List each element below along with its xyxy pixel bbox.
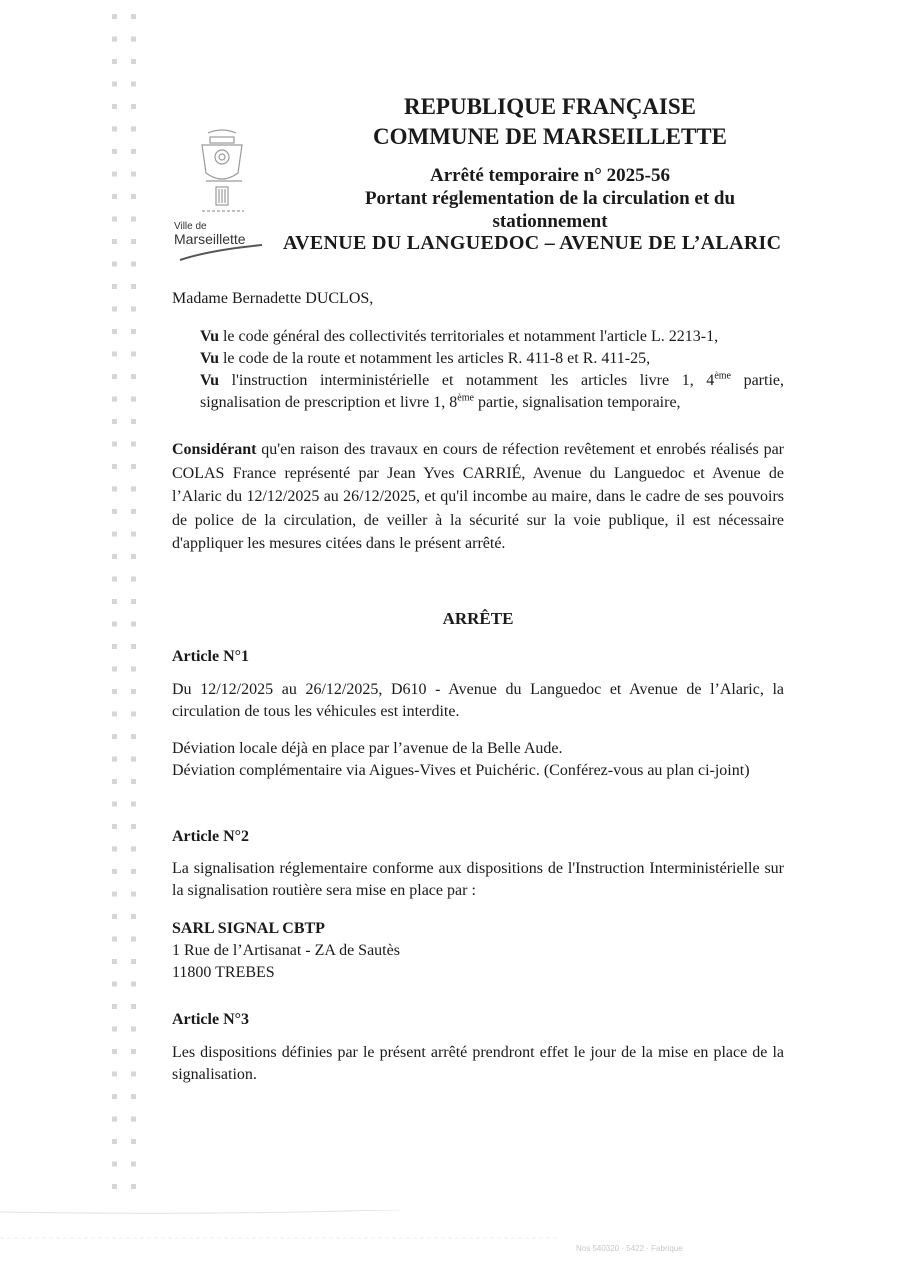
margin-dot (112, 532, 117, 537)
article-2-address1: 1 Rue de l’Artisanat - ZA de Sautès (172, 942, 400, 959)
logo-small-text: Ville de (174, 221, 207, 232)
margin-dot (131, 464, 136, 469)
logo-big-text: Marseillette (174, 231, 246, 247)
margin-dot (131, 1027, 136, 1032)
margin-dot (112, 374, 117, 379)
margin-dot (131, 307, 136, 312)
margin-dot (131, 802, 136, 807)
margin-dot (112, 1072, 117, 1077)
visa-3-bold: Vu (200, 372, 219, 389)
margin-dot (131, 779, 136, 784)
arrete-number: Arrêté temporaire n° 2025-56 (430, 165, 670, 186)
arrete-object-2: stationnement (492, 211, 608, 232)
margin-dot (131, 644, 136, 649)
margin-dot (131, 487, 136, 492)
margin-dot (131, 869, 136, 874)
margin-dot (131, 374, 136, 379)
margin-dot (131, 757, 136, 762)
visas-block (200, 326, 784, 414)
margin-dot (112, 757, 117, 762)
margin-dot (112, 149, 117, 154)
margin-dot (112, 959, 117, 964)
margin-dot (112, 824, 117, 829)
visa-3-text-d: partie, signalisation temporaire, (473, 394, 681, 411)
margin-dot (112, 59, 117, 64)
footer-print-mark: Nos 540320 · 5422 · Fabrique (576, 1244, 683, 1253)
article-1-p2: Déviation locale déjà en place par l’avenue de la Belle Aude. (172, 740, 563, 757)
margin-dot (112, 82, 117, 87)
margin-dot (112, 127, 117, 132)
margin-dot (112, 644, 117, 649)
margin-dot (131, 172, 136, 177)
visa-2 (200, 348, 784, 370)
margin-dot (112, 689, 117, 694)
margin-dot (131, 1139, 136, 1144)
margin-dot (112, 892, 117, 897)
margin-dot (112, 599, 117, 604)
margin-dot (131, 442, 136, 447)
margin-dot (112, 1117, 117, 1122)
margin-dot (131, 599, 136, 604)
document-title (280, 92, 820, 152)
margin-dot (112, 937, 117, 942)
margin-dot (112, 14, 117, 19)
margin-dot (131, 532, 136, 537)
margin-dot (112, 802, 117, 807)
margin-dot (112, 307, 117, 312)
article-1-title: Article N°1 (172, 648, 250, 665)
margin-dot (112, 1049, 117, 1054)
margin-dot (131, 217, 136, 222)
margin-dots (0, 0, 160, 1272)
arrete-heading: ARRÊTE (442, 609, 514, 628)
margin-dot (112, 419, 117, 424)
margin-dot (112, 172, 117, 177)
visa-1 (200, 326, 784, 348)
margin-dot (131, 239, 136, 244)
arrete-object-1: Portant réglementation de la circulation et du (364, 188, 736, 209)
margin-dot (131, 824, 136, 829)
arrete-avenue: AVENUE DU LANGUEDOC – AVENUE DE L’ALARIC (283, 232, 782, 254)
margin-dot (112, 104, 117, 109)
margin-dot (112, 239, 117, 244)
margin-dot (131, 149, 136, 154)
visa-1-bold: Vu (200, 328, 219, 345)
margin-dot (131, 1094, 136, 1099)
margin-dot (112, 554, 117, 559)
visa-3-text-b: partie, (730, 372, 784, 389)
visa-2-bold: Vu (200, 350, 219, 367)
margin-dot (131, 667, 136, 672)
considerant-paragraph (172, 438, 784, 556)
margin-dot (112, 262, 117, 267)
margin-dot (131, 59, 136, 64)
margin-dot (112, 1139, 117, 1144)
visa-3-sup-a: ème (714, 370, 731, 382)
margin-dot (131, 104, 136, 109)
margin-dot (131, 937, 136, 942)
margin-dot (112, 712, 117, 717)
margin-dot (112, 1094, 117, 1099)
margin-dot (112, 509, 117, 514)
margin-dot (112, 442, 117, 447)
margin-dot (131, 1049, 136, 1054)
margin-dot (131, 847, 136, 852)
margin-dot (112, 667, 117, 672)
margin-dot (112, 464, 117, 469)
margin-dot (131, 554, 136, 559)
visa-2-text: le code de la route et notamment les articles R. 411-8 et R. 411-25, (218, 350, 651, 367)
margin-dot (131, 622, 136, 627)
margin-dot (131, 262, 136, 267)
margin-dot (112, 869, 117, 874)
article-2-company: SARL SIGNAL CBTP (172, 920, 325, 937)
margin-dot (131, 914, 136, 919)
margin-dot (112, 397, 117, 402)
considerant-bold: Considérant (172, 441, 257, 458)
margin-dot (112, 734, 117, 739)
margin-dot (112, 284, 117, 289)
margin-dot (131, 127, 136, 132)
article-1-p1: Du 12/12/2025 au 26/12/2025, D610 - Avenue du Languedoc et Avenue de l’Alaric, la circulation de tous les véhicules est interdite. (172, 681, 784, 720)
margin-dot (131, 37, 136, 42)
article-2-p1: La signalisation réglementaire conforme aux dispositions de l'Instruction Interministérielle sur la signalisation routière sera mise en place par : (172, 860, 784, 899)
margin-dot (131, 734, 136, 739)
commune-logo (170, 125, 270, 275)
margin-dot (131, 982, 136, 987)
margin-dot (112, 779, 117, 784)
margin-dot (131, 397, 136, 402)
margin-dot (112, 622, 117, 627)
margin-dot (131, 194, 136, 199)
margin-dot (112, 217, 117, 222)
visa-3-text-a: l'instruction interministérielle et notamment les articles livre 1, 4 (218, 372, 715, 389)
article-2-title: Article N°2 (172, 828, 250, 845)
footer-rule (0, 1210, 900, 1250)
margin-dot (131, 82, 136, 87)
logo-wordmark (174, 222, 246, 246)
margin-dot (112, 914, 117, 919)
addressee: Madame Bernadette DUCLOS, (172, 290, 374, 307)
title-commune: COMMUNE DE MARSEILLETTE (373, 124, 727, 149)
margin-dot (131, 1184, 136, 1189)
margin-dot (112, 1162, 117, 1167)
article-2-address2: 11800 TREBES (172, 964, 275, 981)
margin-dot (131, 1162, 136, 1167)
margin-dot (112, 352, 117, 357)
article-3-title: Article N°3 (172, 1011, 250, 1028)
margin-dot (131, 1072, 136, 1077)
margin-dot (112, 1184, 117, 1189)
margin-dot (112, 487, 117, 492)
margin-dot (112, 1027, 117, 1032)
considerant-text: qu'en raison des travaux en cours de réfection revêtement et enrobés réalisés par COLAS France représenté par Jean Yves CARRIÉ, Avenue du Languedoc et Avenue de l’Alaric du 12/12/2025 au 26/12/2025, et qu'il incombe au maire, dans le cadre de ses pouvoirs de police de la circulation, de veiller à la sécurité sur la voie publique, il est nécessaire d'appliquer les mesures citées dans le présent arrêté. (172, 441, 784, 552)
margin-dot (112, 37, 117, 42)
margin-dot (131, 419, 136, 424)
article-1-p3: Déviation complémentaire via Aigues-Vives et Puichéric. (Conférez-vous au plan ci-joint) (172, 762, 750, 779)
margin-dot (112, 847, 117, 852)
margin-dot (131, 1004, 136, 1009)
margin-dot (131, 284, 136, 289)
margin-dot (112, 329, 117, 334)
visa-3-text-c: signalisation de prescription et livre 1, 8 (200, 394, 458, 411)
margin-dot (131, 352, 136, 357)
margin-dot (112, 1004, 117, 1009)
margin-dot (131, 892, 136, 897)
arrete-subtitle (280, 164, 820, 233)
visa-3-sup-b: ème (457, 392, 474, 404)
title-republique: REPUBLIQUE FRANÇAISE (403, 94, 696, 119)
margin-dot (131, 509, 136, 514)
article-3-p1: Les dispositions définies par le présent arrêté prendront effet le jour de la mise en place de la signalisation. (172, 1044, 784, 1083)
margin-dot (131, 329, 136, 334)
margin-dot (131, 712, 136, 717)
visa-3b (200, 392, 784, 414)
margin-dot (131, 959, 136, 964)
margin-dot (131, 14, 136, 19)
margin-dot (112, 577, 117, 582)
margin-dot (131, 1117, 136, 1122)
margin-dot (112, 194, 117, 199)
visa-3a (200, 370, 784, 392)
visa-1-text: le code général des collectivités territoriales et notamment l'article L. 2213-1, (218, 328, 719, 345)
margin-dot (131, 577, 136, 582)
margin-dot (112, 982, 117, 987)
margin-dot (131, 689, 136, 694)
